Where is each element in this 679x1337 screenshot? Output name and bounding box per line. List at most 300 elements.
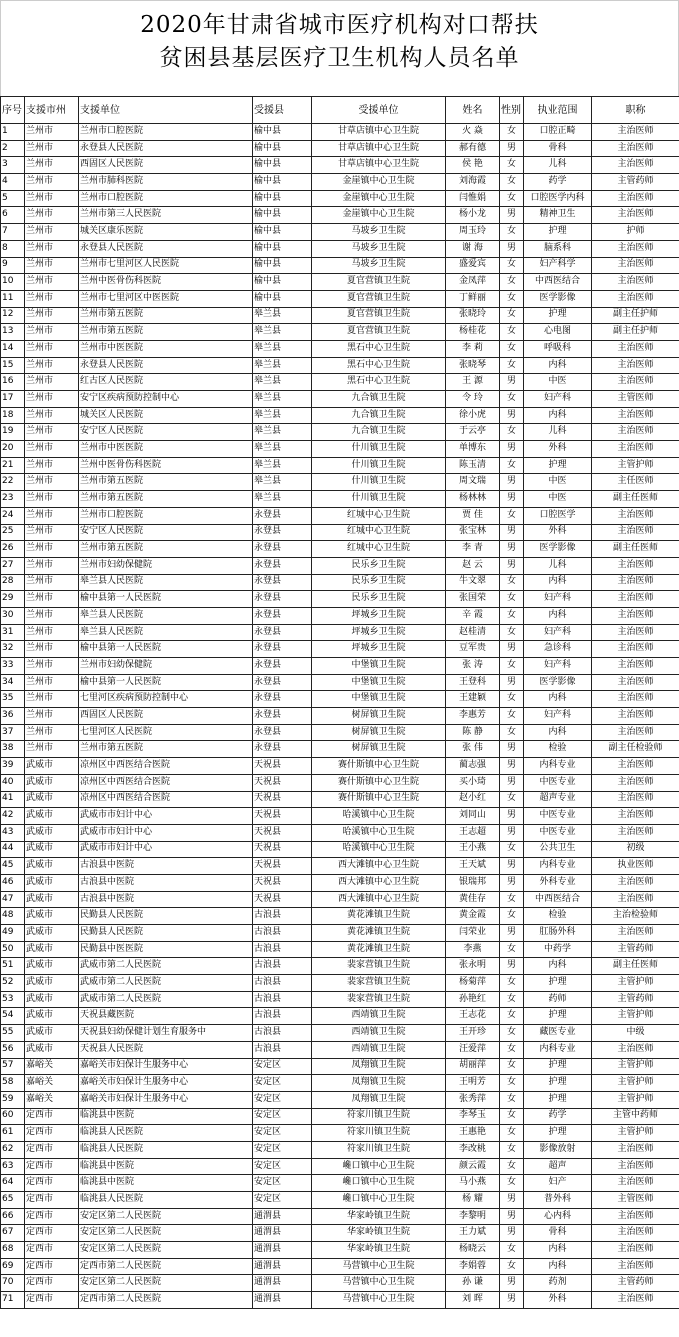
cell-support-city: 兰州市 bbox=[25, 240, 79, 257]
table-row bbox=[1, 1192, 679, 1209]
cell-recipient-unit: 什川镇卫生院 bbox=[312, 474, 446, 491]
cell-practice-scope: 藏医专业 bbox=[524, 1025, 592, 1042]
cell-support-unit: 兰州市七里河区中医医院 bbox=[79, 290, 253, 307]
cell-gender: 女 bbox=[500, 1058, 524, 1075]
cell-recipient-county: 通渭县 bbox=[253, 1225, 312, 1242]
cell-title: 副主任医师 bbox=[592, 541, 679, 558]
cell-name: 贾 佳 bbox=[446, 507, 500, 524]
cell-support-unit: 安定区第二人民医院 bbox=[79, 1242, 253, 1259]
cell-practice-scope: 妇产科 bbox=[524, 624, 592, 641]
cell-recipient-county: 永登县 bbox=[253, 741, 312, 758]
table-row bbox=[1, 791, 679, 808]
cell-support-unit: 永登县人民医院 bbox=[79, 140, 253, 157]
cell-recipient-unit: 马坡乡卫生院 bbox=[312, 257, 446, 274]
cell-support-city: 兰州市 bbox=[25, 674, 79, 691]
cell-support-city: 嘉峪关 bbox=[25, 1058, 79, 1075]
cell-recipient-unit: 夏官营镇卫生院 bbox=[312, 307, 446, 324]
cell-gender: 男 bbox=[500, 858, 524, 875]
cell-gender: 女 bbox=[500, 1025, 524, 1042]
cell-support-city: 定西市 bbox=[25, 1258, 79, 1275]
cell-practice-scope: 内科 bbox=[524, 607, 592, 624]
table-row bbox=[1, 1292, 679, 1309]
cell-index: 42 bbox=[1, 808, 25, 825]
cell-recipient-county: 古浪县 bbox=[253, 1025, 312, 1042]
cell-recipient-unit: 黄花滩镇卫生院 bbox=[312, 925, 446, 942]
cell-recipient-county: 天祝县 bbox=[253, 758, 312, 775]
cell-recipient-unit: 哈溪镇中心卫生院 bbox=[312, 808, 446, 825]
cell-title: 护师 bbox=[592, 224, 679, 241]
cell-index: 24 bbox=[1, 507, 25, 524]
cell-title: 主治医师 bbox=[592, 1141, 679, 1158]
cell-index: 56 bbox=[1, 1041, 25, 1058]
cell-index: 23 bbox=[1, 491, 25, 508]
cell-recipient-unit: 什川镇卫生院 bbox=[312, 491, 446, 508]
cell-recipient-unit: 西靖镇卫生院 bbox=[312, 1008, 446, 1025]
cell-practice-scope: 心电图 bbox=[524, 324, 592, 341]
cell-gender: 男 bbox=[500, 557, 524, 574]
personnel-table bbox=[0, 96, 679, 1309]
cell-index: 71 bbox=[1, 1292, 25, 1309]
cell-gender: 女 bbox=[500, 1075, 524, 1092]
cell-recipient-unit: 巉口镇中心卫生院 bbox=[312, 1158, 446, 1175]
cell-recipient-county: 永登县 bbox=[253, 691, 312, 708]
cell-title: 主治医师 bbox=[592, 524, 679, 541]
cell-support-unit: 临洮县中医院 bbox=[79, 1175, 253, 1192]
cell-index: 29 bbox=[1, 591, 25, 608]
cell-index: 46 bbox=[1, 874, 25, 891]
cell-support-unit: 兰州市七里河区人民医院 bbox=[79, 257, 253, 274]
cell-index: 37 bbox=[1, 724, 25, 741]
cell-recipient-county: 永登县 bbox=[253, 674, 312, 691]
cell-recipient-county: 榆中县 bbox=[253, 140, 312, 157]
cell-recipient-county: 皋兰县 bbox=[253, 457, 312, 474]
cell-title: 主治医师 bbox=[592, 407, 679, 424]
cell-title: 主治医师 bbox=[592, 1208, 679, 1225]
cell-practice-scope: 医学影像 bbox=[524, 290, 592, 307]
cell-support-city: 武威市 bbox=[25, 925, 79, 942]
cell-support-city: 兰州市 bbox=[25, 741, 79, 758]
cell-recipient-unit: 中堡镇卫生院 bbox=[312, 658, 446, 675]
cell-gender: 男 bbox=[500, 1208, 524, 1225]
cell-title: 主治医师 bbox=[592, 190, 679, 207]
cell-support-unit: 武威市市妇计中心 bbox=[79, 824, 253, 841]
cell-support-city: 定西市 bbox=[25, 1242, 79, 1259]
table-row bbox=[1, 574, 679, 591]
cell-title: 主治医师 bbox=[592, 824, 679, 841]
cell-name: 杨桂花 bbox=[446, 324, 500, 341]
cell-support-city: 兰州市 bbox=[25, 290, 79, 307]
cell-gender: 女 bbox=[500, 1141, 524, 1158]
cell-recipient-county: 天祝县 bbox=[253, 808, 312, 825]
cell-recipient-unit: 树屏镇卫生院 bbox=[312, 724, 446, 741]
cell-support-unit: 古浪县中医院 bbox=[79, 858, 253, 875]
cell-recipient-unit: 裴家营镇卫生院 bbox=[312, 991, 446, 1008]
cell-index: 45 bbox=[1, 858, 25, 875]
cell-index: 65 bbox=[1, 1192, 25, 1209]
cell-recipient-unit: 红城中心卫生院 bbox=[312, 524, 446, 541]
cell-title: 主治医师 bbox=[592, 507, 679, 524]
cell-practice-scope: 中西医结合 bbox=[524, 891, 592, 908]
cell-recipient-unit: 甘草店镇中心卫生院 bbox=[312, 140, 446, 157]
cell-recipient-unit: 巉口镇中心卫生院 bbox=[312, 1192, 446, 1209]
cell-gender: 女 bbox=[500, 658, 524, 675]
cell-recipient-county: 安定区 bbox=[253, 1058, 312, 1075]
cell-practice-scope: 护理 bbox=[524, 1091, 592, 1108]
cell-gender: 男 bbox=[500, 374, 524, 391]
cell-recipient-county: 皋兰县 bbox=[253, 474, 312, 491]
cell-gender: 女 bbox=[500, 1041, 524, 1058]
cell-name: 颜云霞 bbox=[446, 1158, 500, 1175]
cell-support-city: 嘉峪关 bbox=[25, 1091, 79, 1108]
table-row bbox=[1, 224, 679, 241]
cell-name: 刘 晖 bbox=[446, 1292, 500, 1309]
cell-support-unit: 西固区人民医院 bbox=[79, 157, 253, 174]
cell-title: 主治医师 bbox=[592, 691, 679, 708]
cell-gender: 女 bbox=[500, 157, 524, 174]
cell-recipient-unit: 夏官营镇卫生院 bbox=[312, 290, 446, 307]
cell-practice-scope: 妇产科 bbox=[524, 708, 592, 725]
cell-gender: 女 bbox=[500, 224, 524, 241]
cell-gender: 女 bbox=[500, 274, 524, 291]
table-row bbox=[1, 491, 679, 508]
cell-gender: 男 bbox=[500, 1275, 524, 1292]
cell-name: 杨菊萍 bbox=[446, 975, 500, 992]
cell-support-city: 定西市 bbox=[25, 1225, 79, 1242]
cell-practice-scope: 超声专业 bbox=[524, 791, 592, 808]
cell-name: 黄佳存 bbox=[446, 891, 500, 908]
cell-practice-scope: 内科 bbox=[524, 724, 592, 741]
cell-recipient-county: 永登县 bbox=[253, 724, 312, 741]
cell-title: 主治医师 bbox=[592, 1175, 679, 1192]
cell-practice-scope: 儿科 bbox=[524, 424, 592, 441]
table-row bbox=[1, 641, 679, 658]
cell-practice-scope: 妇产科 bbox=[524, 658, 592, 675]
cell-title: 主治医师 bbox=[592, 591, 679, 608]
cell-practice-scope: 护理 bbox=[524, 457, 592, 474]
cell-practice-scope: 护理 bbox=[524, 1058, 592, 1075]
cell-index: 30 bbox=[1, 607, 25, 624]
cell-title: 主管护师 bbox=[592, 975, 679, 992]
cell-gender: 女 bbox=[500, 1175, 524, 1192]
cell-title: 主治医师 bbox=[592, 274, 679, 291]
title-block bbox=[0, 0, 679, 90]
cell-index: 16 bbox=[1, 374, 25, 391]
cell-support-city: 武威市 bbox=[25, 824, 79, 841]
cell-title: 主管药师 bbox=[592, 174, 679, 191]
cell-name: 于云亭 bbox=[446, 424, 500, 441]
cell-title: 主治医师 bbox=[592, 257, 679, 274]
cell-title: 主治医师 bbox=[592, 574, 679, 591]
cell-practice-scope: 心内科 bbox=[524, 1208, 592, 1225]
cell-support-unit: 城关区康乐医院 bbox=[79, 224, 253, 241]
cell-recipient-unit: 树屏镇卫生院 bbox=[312, 741, 446, 758]
cell-support-unit: 安宁区人民医院 bbox=[79, 424, 253, 441]
cell-gender: 女 bbox=[500, 307, 524, 324]
table-row bbox=[1, 240, 679, 257]
cell-name: 马小燕 bbox=[446, 1175, 500, 1192]
cell-recipient-unit: 民乐乡卫生院 bbox=[312, 574, 446, 591]
cell-support-city: 兰州市 bbox=[25, 274, 79, 291]
cell-recipient-unit: 夏官营镇卫生院 bbox=[312, 324, 446, 341]
cell-practice-scope: 妇产 bbox=[524, 1175, 592, 1192]
cell-support-city: 兰州市 bbox=[25, 557, 79, 574]
cell-support-city: 武威市 bbox=[25, 874, 79, 891]
cell-practice-scope: 药剂 bbox=[524, 1275, 592, 1292]
cell-support-unit: 兰州市口腔医院 bbox=[79, 190, 253, 207]
cell-recipient-unit: 符家川镇卫生院 bbox=[312, 1125, 446, 1142]
cell-recipient-county: 古浪县 bbox=[253, 1041, 312, 1058]
page-title-line-1: 2020年甘肃省城市医疗机构对口帮扶 bbox=[140, 12, 539, 38]
table-row bbox=[1, 724, 679, 741]
cell-support-unit: 凉州区中西医结合医院 bbox=[79, 774, 253, 791]
table-row bbox=[1, 374, 679, 391]
cell-title: 主治医师 bbox=[592, 925, 679, 942]
table-row bbox=[1, 1158, 679, 1175]
cell-support-unit: 武威市市妇计中心 bbox=[79, 841, 253, 858]
cell-support-unit: 临洮县人民医院 bbox=[79, 1125, 253, 1142]
cell-recipient-county: 皋兰县 bbox=[253, 374, 312, 391]
table-row bbox=[1, 958, 679, 975]
table-row bbox=[1, 841, 679, 858]
cell-name: 令 玲 bbox=[446, 391, 500, 408]
cell-recipient-unit: 金崖镇中心卫生院 bbox=[312, 174, 446, 191]
cell-practice-scope: 肛肠外科 bbox=[524, 925, 592, 942]
cell-support-city: 武威市 bbox=[25, 1008, 79, 1025]
cell-name: 孙 谦 bbox=[446, 1275, 500, 1292]
cell-support-unit: 武威市第二人民医院 bbox=[79, 975, 253, 992]
cell-title: 主治医师 bbox=[592, 724, 679, 741]
cell-title: 主管护师 bbox=[592, 457, 679, 474]
table-row bbox=[1, 140, 679, 157]
cell-support-city: 武威市 bbox=[25, 841, 79, 858]
cell-index: 39 bbox=[1, 758, 25, 775]
cell-gender: 女 bbox=[500, 1008, 524, 1025]
cell-support-city: 兰州市 bbox=[25, 491, 79, 508]
cell-recipient-county: 皋兰县 bbox=[253, 307, 312, 324]
cell-index: 66 bbox=[1, 1208, 25, 1225]
cell-gender: 女 bbox=[500, 841, 524, 858]
cell-index: 36 bbox=[1, 708, 25, 725]
cell-index: 19 bbox=[1, 424, 25, 441]
cell-support-city: 定西市 bbox=[25, 1208, 79, 1225]
cell-name: 孙艳红 bbox=[446, 991, 500, 1008]
cell-recipient-unit: 什川镇卫生院 bbox=[312, 457, 446, 474]
cell-recipient-unit: 凤翔镇卫生院 bbox=[312, 1075, 446, 1092]
cell-recipient-county: 榆中县 bbox=[253, 124, 312, 141]
cell-gender: 男 bbox=[500, 441, 524, 458]
cell-practice-scope: 药学 bbox=[524, 1108, 592, 1125]
cell-index: 58 bbox=[1, 1075, 25, 1092]
cell-gender: 男 bbox=[500, 541, 524, 558]
cell-recipient-county: 皋兰县 bbox=[253, 424, 312, 441]
cell-recipient-unit: 坪城乡卫生院 bbox=[312, 607, 446, 624]
cell-recipient-unit: 九合镇卫生院 bbox=[312, 407, 446, 424]
cell-support-unit: 永登县人民医院 bbox=[79, 357, 253, 374]
cell-recipient-unit: 华家岭镇卫生院 bbox=[312, 1225, 446, 1242]
cell-support-city: 兰州市 bbox=[25, 474, 79, 491]
cell-index: 17 bbox=[1, 391, 25, 408]
cell-recipient-county: 通渭县 bbox=[253, 1242, 312, 1259]
cell-recipient-county: 榆中县 bbox=[253, 190, 312, 207]
cell-gender: 女 bbox=[500, 290, 524, 307]
header-support-city: 支援市州 bbox=[25, 97, 79, 124]
cell-gender: 男 bbox=[500, 774, 524, 791]
cell-support-unit: 七里河区疾病预防控制中心 bbox=[79, 691, 253, 708]
cell-index: 28 bbox=[1, 574, 25, 591]
table-row bbox=[1, 391, 679, 408]
cell-name: 汪爱萍 bbox=[446, 1041, 500, 1058]
cell-title: 主治医师 bbox=[592, 441, 679, 458]
cell-practice-scope: 内科 bbox=[524, 1258, 592, 1275]
cell-title: 中级 bbox=[592, 1025, 679, 1042]
header-recipient-county: 受援县 bbox=[253, 97, 312, 124]
cell-recipient-county: 皋兰县 bbox=[253, 340, 312, 357]
cell-recipient-unit: 红城中心卫生院 bbox=[312, 507, 446, 524]
cell-title: 主治医师 bbox=[592, 340, 679, 357]
cell-practice-scope: 内科专业 bbox=[524, 1041, 592, 1058]
cell-index: 34 bbox=[1, 674, 25, 691]
cell-practice-scope: 儿科 bbox=[524, 557, 592, 574]
cell-recipient-county: 安定区 bbox=[253, 1175, 312, 1192]
cell-name: 闫荣业 bbox=[446, 925, 500, 942]
cell-name: 李燕 bbox=[446, 941, 500, 958]
cell-support-city: 兰州市 bbox=[25, 574, 79, 591]
cell-gender: 女 bbox=[500, 708, 524, 725]
cell-practice-scope: 中医 bbox=[524, 374, 592, 391]
cell-name: 豆军贵 bbox=[446, 641, 500, 658]
cell-support-unit: 兰州中医骨伤科医院 bbox=[79, 457, 253, 474]
cell-practice-scope: 外科 bbox=[524, 524, 592, 541]
cell-support-unit: 兰州市中医医院 bbox=[79, 340, 253, 357]
cell-title: 主管护师 bbox=[592, 1125, 679, 1142]
cell-support-city: 武威市 bbox=[25, 908, 79, 925]
cell-name: 王天斌 bbox=[446, 858, 500, 875]
cell-title: 副主任医师 bbox=[592, 958, 679, 975]
cell-gender: 男 bbox=[500, 741, 524, 758]
cell-support-unit: 兰州市肺科医院 bbox=[79, 174, 253, 191]
cell-gender: 女 bbox=[500, 507, 524, 524]
cell-support-city: 武威市 bbox=[25, 758, 79, 775]
cell-title: 主治医师 bbox=[592, 624, 679, 641]
cell-recipient-county: 榆中县 bbox=[253, 290, 312, 307]
cell-support-unit: 临洮县中医院 bbox=[79, 1158, 253, 1175]
cell-name: 张国荣 bbox=[446, 591, 500, 608]
cell-recipient-county: 安定区 bbox=[253, 1141, 312, 1158]
cell-practice-scope: 内科 bbox=[524, 407, 592, 424]
cell-support-city: 兰州市 bbox=[25, 441, 79, 458]
cell-index: 57 bbox=[1, 1058, 25, 1075]
cell-support-unit: 定西市第二人民医院 bbox=[79, 1258, 253, 1275]
cell-title: 执业医师 bbox=[592, 858, 679, 875]
table-row bbox=[1, 1025, 679, 1042]
cell-support-city: 兰州市 bbox=[25, 457, 79, 474]
cell-index: 1 bbox=[1, 124, 25, 141]
cell-support-unit: 兰州市第五医院 bbox=[79, 324, 253, 341]
cell-gender: 男 bbox=[500, 808, 524, 825]
cell-index: 67 bbox=[1, 1225, 25, 1242]
cell-gender: 女 bbox=[500, 1258, 524, 1275]
cell-recipient-county: 永登县 bbox=[253, 557, 312, 574]
cell-recipient-unit: 黑石中心卫生院 bbox=[312, 374, 446, 391]
cell-support-city: 定西市 bbox=[25, 1292, 79, 1309]
cell-title: 主治医师 bbox=[592, 157, 679, 174]
cell-title: 副主任检验师 bbox=[592, 741, 679, 758]
cell-recipient-county: 安定区 bbox=[253, 1125, 312, 1142]
cell-name: 王志超 bbox=[446, 824, 500, 841]
cell-title: 主管医师 bbox=[592, 1192, 679, 1209]
cell-practice-scope: 外科 bbox=[524, 1292, 592, 1309]
cell-support-city: 兰州市 bbox=[25, 174, 79, 191]
cell-name: 谢 海 bbox=[446, 240, 500, 257]
cell-name: 杨小龙 bbox=[446, 207, 500, 224]
cell-recipient-unit: 九合镇卫生院 bbox=[312, 424, 446, 441]
cell-support-city: 定西市 bbox=[25, 1192, 79, 1209]
cell-index: 60 bbox=[1, 1108, 25, 1125]
cell-support-city: 兰州市 bbox=[25, 307, 79, 324]
cell-title: 主管护师 bbox=[592, 1075, 679, 1092]
cell-practice-scope: 中西医结合 bbox=[524, 274, 592, 291]
cell-practice-scope: 内科专业 bbox=[524, 858, 592, 875]
table-row bbox=[1, 357, 679, 374]
cell-support-city: 定西市 bbox=[25, 1175, 79, 1192]
cell-name: 李娟蓉 bbox=[446, 1258, 500, 1275]
cell-index: 43 bbox=[1, 824, 25, 841]
cell-support-unit: 皋兰县人民医院 bbox=[79, 607, 253, 624]
cell-index: 49 bbox=[1, 925, 25, 942]
cell-title: 主治医师 bbox=[592, 424, 679, 441]
cell-support-city: 兰州市 bbox=[25, 591, 79, 608]
header-practice-scope: 执业范围 bbox=[524, 97, 592, 124]
cell-name: 买小琦 bbox=[446, 774, 500, 791]
cell-support-unit: 西固区人民医院 bbox=[79, 708, 253, 725]
cell-gender: 女 bbox=[500, 975, 524, 992]
table-row bbox=[1, 1208, 679, 1225]
cell-recipient-county: 永登县 bbox=[253, 708, 312, 725]
cell-recipient-county: 永登县 bbox=[253, 507, 312, 524]
cell-support-unit: 武威市第二人民医院 bbox=[79, 958, 253, 975]
cell-recipient-unit: 马坡乡卫生院 bbox=[312, 224, 446, 241]
cell-gender: 女 bbox=[500, 124, 524, 141]
cell-recipient-unit: 凤翔镇卫生院 bbox=[312, 1091, 446, 1108]
cell-support-city: 武威市 bbox=[25, 774, 79, 791]
cell-support-city: 武威市 bbox=[25, 891, 79, 908]
cell-practice-scope: 内科专业 bbox=[524, 758, 592, 775]
cell-support-city: 武威市 bbox=[25, 975, 79, 992]
cell-name: 周玉玲 bbox=[446, 224, 500, 241]
cell-index: 33 bbox=[1, 658, 25, 675]
cell-recipient-county: 皋兰县 bbox=[253, 324, 312, 341]
table-row bbox=[1, 774, 679, 791]
cell-support-unit: 民勤县人民医院 bbox=[79, 925, 253, 942]
table-row bbox=[1, 1075, 679, 1092]
cell-support-unit: 皋兰县人民医院 bbox=[79, 624, 253, 641]
table-row bbox=[1, 975, 679, 992]
cell-name: 杨林林 bbox=[446, 491, 500, 508]
cell-support-unit: 榆中县第一人民医院 bbox=[79, 674, 253, 691]
cell-practice-scope: 护理 bbox=[524, 307, 592, 324]
cell-recipient-county: 安定区 bbox=[253, 1108, 312, 1125]
cell-support-city: 兰州市 bbox=[25, 224, 79, 241]
cell-practice-scope: 护理 bbox=[524, 224, 592, 241]
cell-support-city: 定西市 bbox=[25, 1275, 79, 1292]
cell-name: 火 焱 bbox=[446, 124, 500, 141]
cell-practice-scope: 脑系科 bbox=[524, 240, 592, 257]
table-row bbox=[1, 307, 679, 324]
cell-recipient-unit: 金崖镇中心卫生院 bbox=[312, 190, 446, 207]
cell-support-city: 兰州市 bbox=[25, 641, 79, 658]
cell-index: 52 bbox=[1, 975, 25, 992]
cell-support-unit: 榆中县第一人民医院 bbox=[79, 641, 253, 658]
